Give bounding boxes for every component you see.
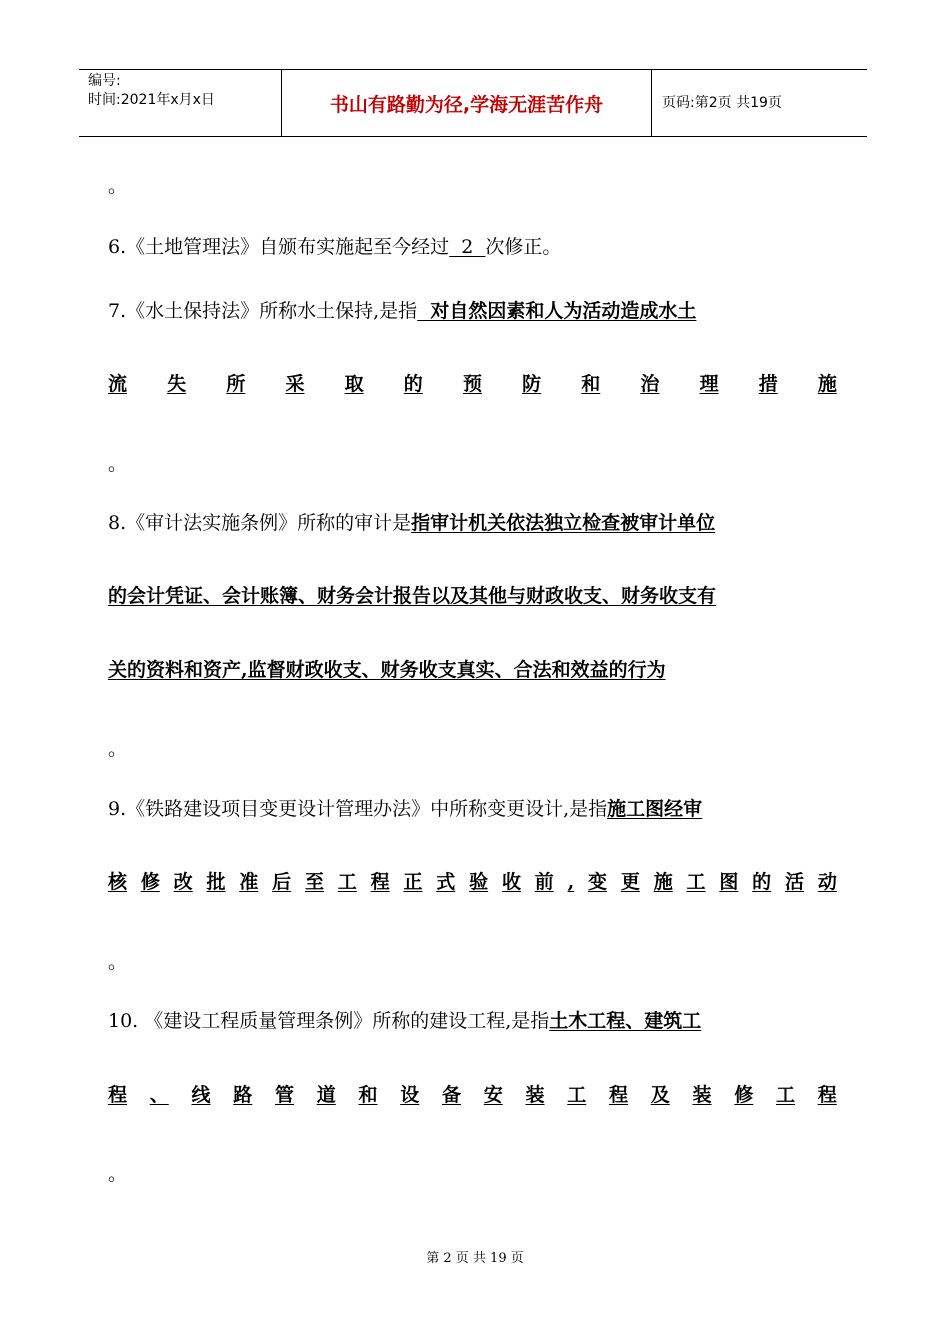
answer-char: 管 [275,1084,295,1106]
q10-answer-line-2 [108,1083,837,1107]
answer-char: 和 [581,373,601,395]
q7-text: 7.《水土保持法》所称水土保持,是指 [108,300,418,322]
answer-char: 防 [522,373,542,395]
answer-char: 所 [226,373,246,395]
answer-char: 核 [108,871,128,893]
answer-char: 前 [534,871,554,893]
answer-char: 措 [758,373,778,395]
answer-char: 程 [817,1084,837,1106]
q8-answer-line-2: 的会计凭证、会计账簿、财务会计报告以及其他与财政收支、财务收支有 [108,585,717,607]
answer-char: 正 [403,871,423,893]
answer-char: 道 [316,1084,336,1106]
q7-period: 。 [108,453,128,475]
answer-char: 式 [436,871,456,893]
time-label: 时间:2021年x月x日 [88,92,215,108]
answer-char: 程 [609,1084,629,1106]
answer-char: 后 [272,871,292,893]
answer-char: 至 [304,871,324,893]
q8-answer-line-1: 指审计机关依法独立检查被审计单位 [411,512,716,534]
period-mark: 。 [108,175,128,197]
answer-char: 施 [817,373,837,395]
answer-char: 理 [699,373,719,395]
header-motto-cell [282,70,652,136]
answer-char: 失 [167,373,187,395]
header-page-cell [652,70,867,136]
answer-char: 修 [140,871,160,893]
answer-char: 工 [337,871,357,893]
answer-char: 的 [752,871,772,893]
answer-char: 流 [108,373,128,395]
answer-char: 路 [233,1084,253,1106]
answer-char: 工 [776,1084,796,1106]
question-7 [108,299,837,323]
question-6 [108,235,561,259]
question-10 [108,1009,837,1033]
doc-number-label: 编号: [88,73,121,89]
answer-char: 和 [358,1084,378,1106]
answer-char: 批 [206,871,226,893]
answer-char: 装 [525,1084,545,1106]
answer-char: 活 [785,871,805,893]
answer-char: 取 [344,373,364,395]
q6-answer: 2 [449,236,486,258]
answer-char: 安 [483,1084,503,1106]
answer-char: 动 [817,871,837,893]
answer-char: 变 [588,871,608,893]
header-meta-cell [79,70,282,136]
answer-char: 改 [173,871,193,893]
answer-char: 治 [640,373,660,395]
page-number-label: 页码:第2页 共19页 [662,95,782,111]
q8-period: 。 [108,738,128,760]
page-header [79,69,867,137]
q10-text: 10. 《建设工程质量管理条例》所称的建设工程,是指 [108,1010,550,1032]
answer-char: 工 [686,871,706,893]
answer-char: 的 [403,373,423,395]
answer-char: 及 [650,1084,670,1106]
answer-char: 设 [400,1084,420,1106]
q8-text: 8.《审计法实施条例》所称的审计是 [108,512,412,534]
q9-text: 9.《铁路建设项目变更设计管理办法》中所称变更设计,是指 [108,798,608,820]
answer-char: 线 [191,1084,211,1106]
q9-period: 。 [108,951,128,973]
answer-char: 预 [462,373,482,395]
q10-period: 。 [108,1163,128,1185]
answer-char: 验 [469,871,489,893]
q8-answer-line-3: 关的资料和资产,监督财政收支、财务收支真实、合法和效益的行为 [108,659,666,681]
q7-answer-line-1: 对自然因素和人为活动造成水土 [417,300,697,322]
q6-text: 6.《土地管理法》自颁布实施起至今经过 [108,236,450,258]
motto-text: 书山有路勤为径,学海无涯苦作舟 [329,94,604,116]
answer-char: 、 [149,1084,169,1106]
answer-char: , [567,871,575,893]
answer-char: 收 [501,871,521,893]
answer-char: 准 [239,871,259,893]
q9-answer-line-2 [108,870,837,894]
question-9 [108,797,837,821]
answer-char: 程 [108,1084,128,1106]
answer-char: 修 [734,1084,754,1106]
answer-char: 更 [620,871,640,893]
answer-char: 施 [653,871,673,893]
q7-answer-line-2 [108,372,837,396]
answer-char: 图 [719,871,739,893]
answer-char: 程 [370,871,390,893]
q6-suffix: 次修正。 [485,236,562,258]
answer-char: 工 [567,1084,587,1106]
question-8 [108,511,837,535]
answer-char: 采 [285,373,305,395]
q10-answer-line-1: 土木工程、建筑工 [549,1010,702,1032]
page-footer: 第 2 页 共 19 页 [426,1251,524,1266]
q9-answer-line-1: 施工图经审 [607,798,703,820]
answer-char: 备 [442,1084,462,1106]
answer-char: 装 [692,1084,712,1106]
